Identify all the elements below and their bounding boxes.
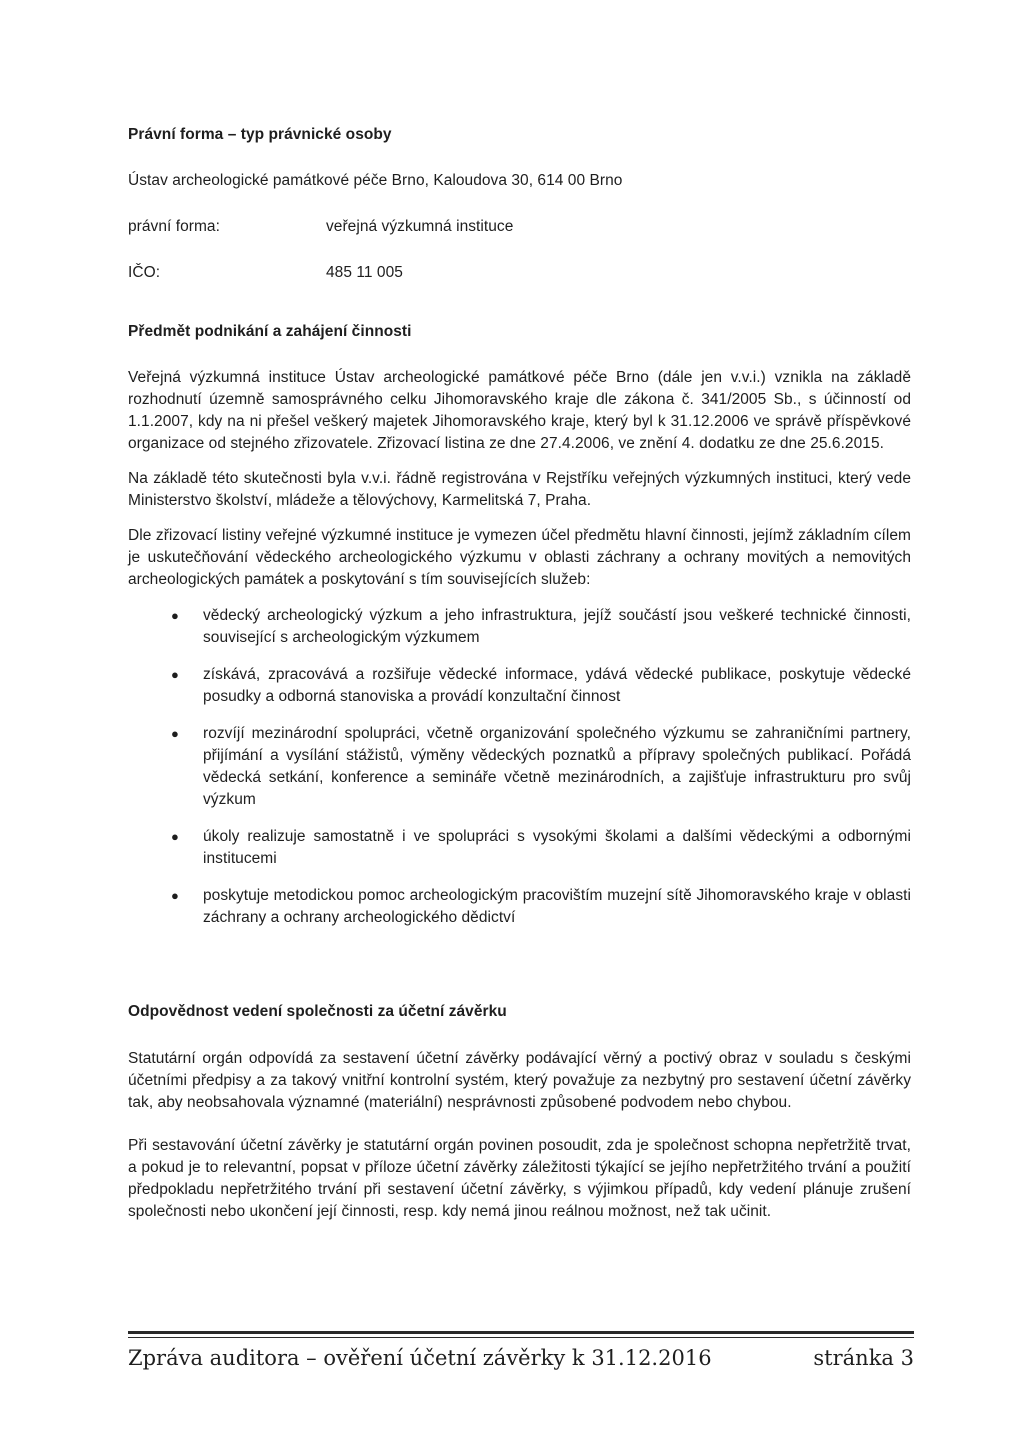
footer-title: Zpráva auditora – ověření účetní závěrky k 31.12.2016 [128,1346,712,1370]
list-item: ● rozvíjí mezinárodní spolupráci, včetně organizování společného výzkumu se zahraničními partnery, přijímání a vysílání stážistů, výměny vědeckých poznatků a přípravy společných publikací. Pořádá vědecká setkání, konference a semináře včetně mezinárodních, a zajišťuje infrastrukturu pro svůj výzkum [171,725,911,808]
heading-business-subject: Předmět podnikání a zahájení činnosti [128,323,412,340]
list-item: ● vědecký archeologický výzkum a jeho infrastruktura, jejíž součástí jsou veškeré technické činnosti, související s archeologickým výzkumem [171,607,911,646]
heading-legal-form: Právní forma – typ právnické osoby [128,126,392,143]
legal-form-value: veřejná výzkumná instituce [326,218,514,235]
legal-form-row [128,216,911,238]
list-item: ● poskytuje metodickou pomoc archeologickým pracovištím muzejní sítě Jihomoravského kraje v oblasti záchrany a ochrany archeologického dědictví [171,887,911,926]
list-item: ● úkoly realizuje samostatně i ve spolupráci s vysokými školami a dalšími vědeckými a odbornými institucemi [171,828,911,867]
section-business-subject [128,321,911,929]
section-management-responsibility [128,1001,911,1223]
heading-management-responsibility: Odpovědnost vedení společnosti za účetní závěrku [128,1003,507,1020]
paragraph-origin: Veřejná výzkumná instituce Ústav archeologické památkové péče Brno (dále jen v.v.i.) vznikla na základě rozhodnutí územně samosprávného celku Jihomoravského kraje dle zákona č. 341/2005 Sb., s účinností od 1.1.2007, kdy na ni přešel veškerý majetek Jihomoravského kraje, který byl k 31.12.2006 ve správě příspěvkové organizace od stejného zřizovatele. Zřizovací listina ze dne 27.4.2006, ve znění 4. dodatku ze dne 25.6.2015. [128,369,911,452]
legal-form-label: právní forma: [128,218,220,235]
ico-row [128,262,911,284]
bullet-icon: ● [171,608,179,623]
page-footer [128,1343,914,1373]
bullet-icon: ● [171,888,179,903]
footer-divider [128,1331,914,1334]
footer-divider-thin [128,1337,914,1338]
page-content [128,124,911,1223]
entity-address: Ústav archeologické památkové péče Brno, Kaloudova 30, 614 00 Brno [128,172,623,189]
paragraph-going-concern: Při sestavování účetní závěrky je statutární orgán povinen posoudit, zda je společnost schopna nepřetržitě trvat, a pokud je to relevantní, popsat v příloze účetní závěrky záležitosti týkající se jejího nepřetržitého trvání a použití předpokladu nepřetržitého trvání při sestavení účetní závěrky, s výjimkou případů, kdy vedení plánuje zrušení společnosti nebo ukončení její činnosti, resp. kdy nemá jinou reálnou možnost, než tak učinit. [128,1137,911,1220]
section-legal-form [128,124,911,284]
bullet-icon: ● [171,667,179,682]
ico-value: 485 11 005 [326,264,403,281]
page-number: stránka 3 [813,1346,914,1370]
list-item: ● získává, zpracovává a rozšiřuje vědecké informace, ydává vědecké publikace, poskytuje vědecké posudky a odborná stanoviska a provádí konzultační činnost [171,666,911,705]
paragraph-statutory-body: Statutární orgán odpovídá za sestavení účetní závěrky podávající věrný a poctivý obraz v souladu s českými účetními předpisy a za takový vnitřní kontrolní systém, který považuje za nezbytný pro sestavení účetní závěrky tak, aby neobsahovala významné (materiální) nesprávnosti způsobené podvodem nebo chybou. [128,1050,911,1111]
paragraph-purpose: Dle zřizovací listiny veřejné výzkumné instituce je vymezen účel předmětu hlavní činnosti, jejímž základním cílem je uskutečňování vědeckého archeologického výzkumu v oblasti záchrany a ochrany movitých a nemovitých archeologických památek a poskytování s tím souvisejících služeb: [128,527,911,588]
activities-list [128,605,911,929]
paragraph-registration: Na základě této skutečnosti byla v.v.i. řádně registrována v Rejstříku veřejných výzkumných instituci, který vede Ministerstvo školství, mládeže a tělovýchovy, Karmelitská 7, Praha. [128,470,911,509]
bullet-icon: ● [171,726,179,741]
ico-label: IČO: [128,264,161,281]
bullet-icon: ● [171,829,179,844]
